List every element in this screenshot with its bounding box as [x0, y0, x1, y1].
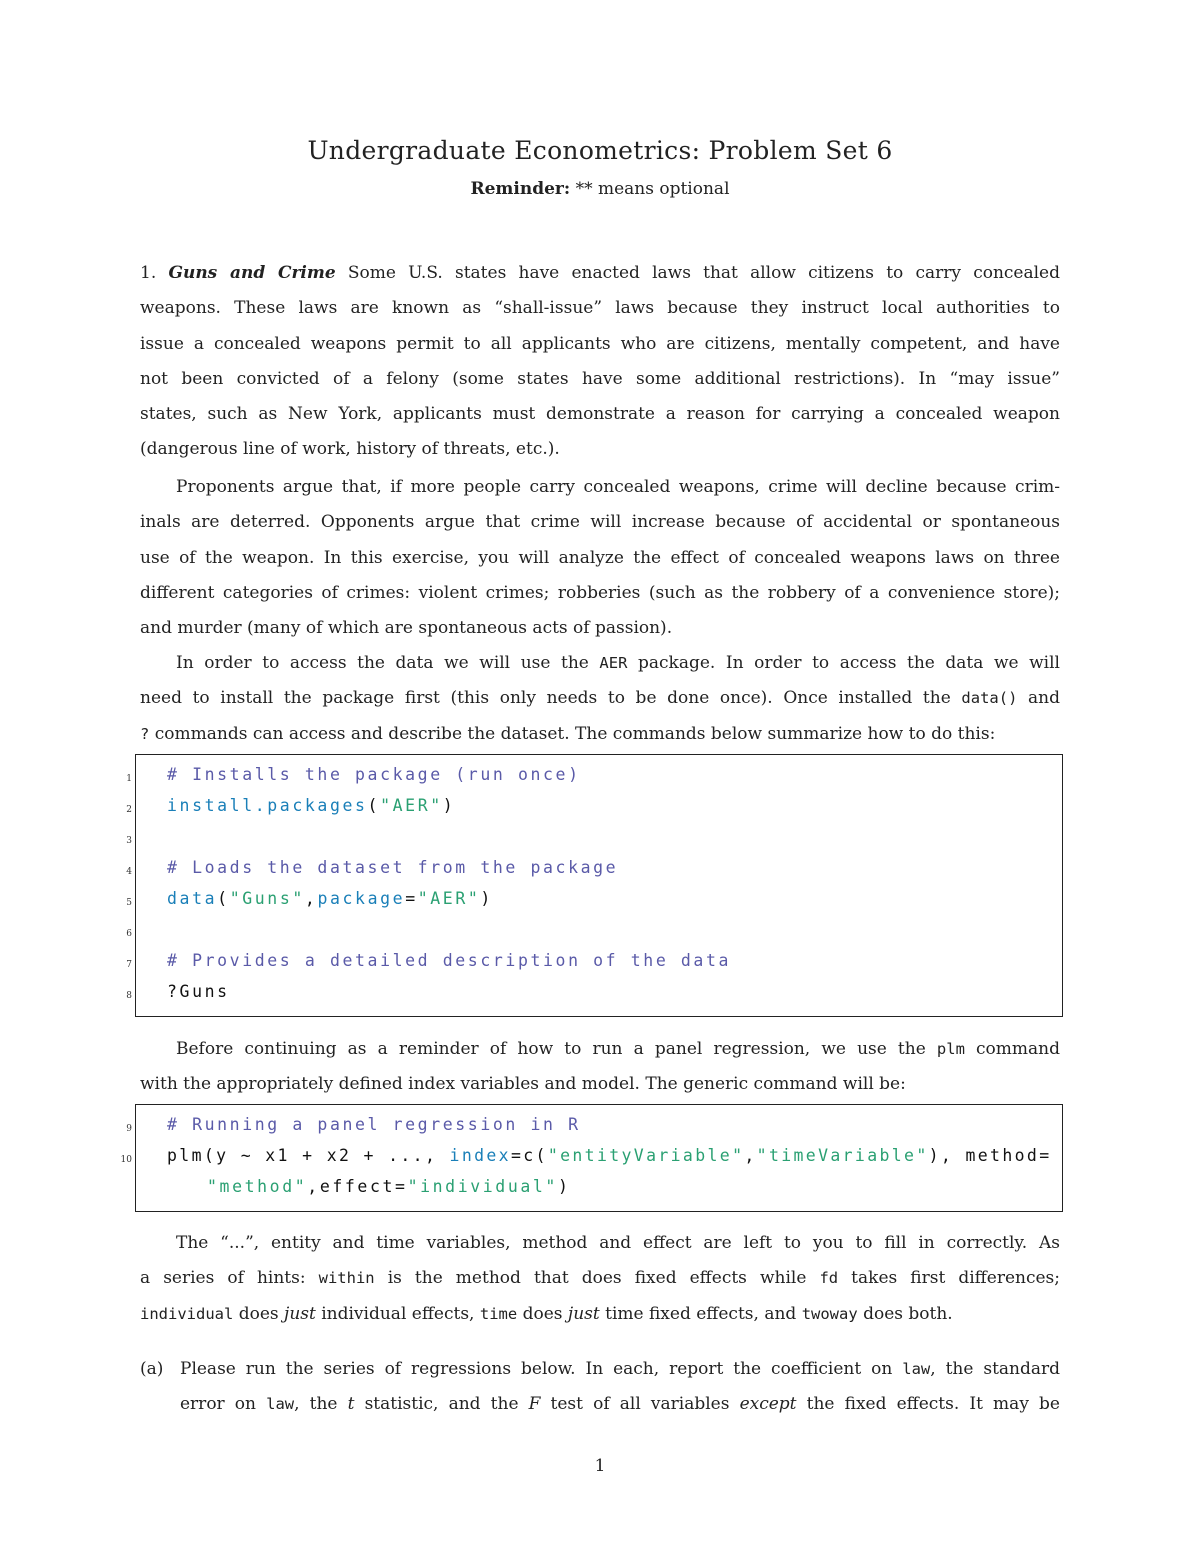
page-number: 1 — [594, 1456, 606, 1476]
code-punct: ) — [480, 889, 493, 908]
text-line: different categories of crimes: violent crimes; robberies (such as the robbery of a convenience store); — [140, 582, 1060, 603]
text-line: Some U.S. states have enacted laws that allow citizens to carry concealed — [347, 263, 1060, 283]
code-function: data — [167, 889, 218, 908]
text-span: individual effects, — [315, 1303, 480, 1324]
emphasis: except — [739, 1394, 797, 1415]
inline-code: law — [266, 1395, 295, 1414]
text-line: and murder (many of which are spontaneous acts of passion). — [140, 618, 673, 639]
inline-code: twoway — [801, 1304, 858, 1323]
code-line-wrapped — [207, 1177, 571, 1196]
text-span: is the method that does fixed effects while — [374, 1268, 820, 1289]
text-span: takes first differences; — [838, 1268, 1060, 1289]
text-line: (dangerous line of work, history of threats, etc.). — [140, 439, 560, 460]
code-string: "individual" — [407, 1177, 558, 1196]
code-function: install.packages — [167, 796, 368, 815]
text-line: inals are deterred. Opponents argue that crime will increase because of accidental or spontaneous — [140, 512, 1060, 533]
reminder-label: Reminder: — [470, 179, 571, 199]
code-line — [167, 889, 493, 908]
math-symbol: t — [347, 1394, 355, 1415]
text-line: issue a concealed weapons permit to all applicants who are citizens, mentally competent, and have — [140, 333, 1060, 354]
inline-code: law — [902, 1360, 931, 1378]
text-span: Before continuing as a reminder of how to run a panel regression, we use the — [176, 1039, 937, 1059]
text-span: test of all variables — [540, 1394, 740, 1415]
line-number: 2 — [126, 805, 132, 815]
code-text: plm(y ~ x1 + x2 + ..., — [167, 1146, 450, 1165]
text-span: does both. — [857, 1303, 953, 1324]
text-line: The “...”, entity and time variables, method and effect are left to you to fill in correctly. As — [176, 1233, 1060, 1253]
question1-paragraph1 — [140, 256, 1060, 468]
line-number: 5 — [126, 898, 132, 908]
code-text: ,effect= — [307, 1177, 408, 1196]
text-span: package. In order to access the data we will — [627, 653, 1060, 673]
text-line: not been convicted of a felony (some states have some additional restrictions). In “may issue” — [140, 368, 1060, 389]
question1-paragraph3 — [140, 646, 1060, 752]
line-number: 8 — [126, 991, 132, 1001]
emphasis: just — [284, 1303, 316, 1324]
inline-code: AER — [599, 654, 628, 672]
code-comment: # Running a panel regression in R — [167, 1115, 581, 1134]
text-span: a series of hints: — [140, 1268, 319, 1289]
line-number: 6 — [126, 929, 132, 939]
part-a-label: (a) — [140, 1359, 164, 1379]
text-span: does — [517, 1303, 568, 1324]
code-punct: , — [744, 1146, 757, 1165]
text-span: error on — [180, 1394, 267, 1415]
text-line: with the appropriately defined index variables and model. The generic command will be: — [140, 1074, 906, 1095]
code-text: =c( — [510, 1146, 548, 1165]
text-span: statistic, and the — [354, 1394, 529, 1415]
code-comment: # Provides a detailed description of the data — [167, 951, 732, 970]
part-a — [140, 1352, 1060, 1423]
line-number: 7 — [126, 960, 132, 970]
inline-code: ? — [140, 724, 150, 743]
code-keyword: package — [317, 889, 406, 908]
text-line: weapons. These laws are known as “shall-issue” laws because they instruct local authorities to — [140, 298, 1060, 319]
document-title: Undergraduate Econometrics: Problem Set 6 — [307, 136, 893, 165]
question1-paragraph2 — [140, 470, 1060, 646]
line-number: 9 — [126, 1124, 132, 1134]
text-line: use of the weapon. In this exercise, you will analyze the effect of concealed weapons laws on three — [140, 547, 1060, 568]
code-string: "Guns" — [229, 889, 305, 908]
emphasis: just — [567, 1303, 600, 1324]
code-string: "AER" — [380, 796, 443, 815]
code-string: "AER" — [417, 889, 481, 908]
text-line: Proponents argue that, if more people carry concealed weapons, crime will decline because crim- — [176, 477, 1060, 497]
code-block-install — [135, 754, 1063, 1017]
text-span: , the — [294, 1394, 348, 1415]
code-comment: # Loads the dataset from the package — [167, 858, 619, 877]
code-line — [167, 1146, 1051, 1165]
text-span: commands can access and describe the dataset. The commands below summarize how to do this: — [149, 723, 996, 744]
reminder-text: ** means optional — [575, 179, 730, 199]
code-text: ), method= — [928, 1146, 1052, 1165]
reminder-line — [0, 179, 1200, 199]
question1-paragraph4 — [140, 1032, 1060, 1103]
code-punct: ) — [557, 1177, 571, 1196]
inline-code: data() — [961, 689, 1018, 708]
line-number: 4 — [126, 867, 132, 877]
code-comment: # Installs the package (run once) — [167, 765, 581, 784]
code-line — [167, 796, 455, 815]
text-line: states, such as New York, applicants must demonstrate a reason for carrying a concealed weapon — [140, 404, 1060, 425]
text-span: Please run the series of regressions below. In each, report the coefficient on — [180, 1359, 903, 1379]
text-span: does — [233, 1303, 285, 1324]
code-punct: ) — [442, 796, 456, 815]
code-punct: ( — [367, 796, 381, 815]
text-span: , the standard — [930, 1359, 1061, 1379]
question1-paragraph5 — [140, 1226, 1060, 1332]
code-line: ?Guns — [167, 982, 230, 1001]
code-punct: = — [405, 889, 418, 908]
inline-code: plm — [936, 1040, 965, 1058]
inline-code: time — [479, 1304, 518, 1323]
math-symbol: F — [528, 1394, 541, 1415]
line-number: 3 — [126, 836, 132, 846]
code-punct: , — [304, 889, 318, 908]
text-span: need to install the package first (this only needs to be done once). Once installed the — [140, 688, 962, 709]
inline-code: fd — [819, 1269, 839, 1288]
code-string: "entityVariable" — [547, 1146, 745, 1165]
inline-code: within — [318, 1269, 375, 1288]
code-string: "timeVariable" — [756, 1146, 929, 1165]
code-punct: ( — [217, 889, 230, 908]
line-number: 10 — [120, 1155, 132, 1165]
text-span: command — [964, 1039, 1060, 1059]
text-span: time fixed effects, and — [599, 1303, 802, 1324]
line-number: 1 — [126, 774, 132, 784]
inline-code: individual — [140, 1304, 234, 1323]
question-topic: Guns and Crime — [168, 263, 336, 283]
code-keyword: index — [449, 1146, 511, 1165]
text-span: and — [1017, 688, 1060, 709]
text-span: In order to access the data we will use the — [176, 653, 600, 673]
question-number: 1. — [140, 263, 157, 283]
code-string: "method" — [207, 1177, 308, 1196]
text-span: the fixed effects. It may be — [796, 1394, 1060, 1415]
